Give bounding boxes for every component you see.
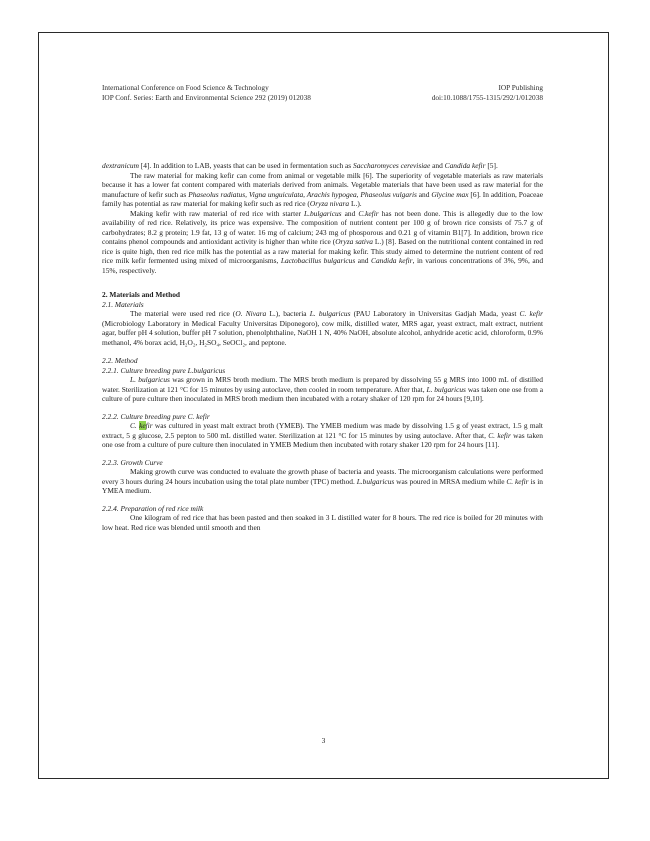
text-run: was taken one ose from a culture of pure culture then inoculated in MRS broth medium then incubated with a rotary shaker of 120 rpm for 24 hours [9,10]. [102,384,543,403]
text-run: The material were used red rice ( [130,309,236,318]
page-body [102,161,543,532]
text-run: Saccharomyces cerevisiae [353,161,431,170]
text-run: was poured in MRSA medium while [394,476,507,486]
paragraph-intro-3 [102,209,543,276]
text-run: [4]. In addition to LAB, yeasts that can be used in fermentation such as [138,161,354,170]
text-run: Making kefir with raw material of red rice with starter [130,208,304,218]
text-run: Oryza sativa [335,237,373,246]
text-run: Glycine max [431,189,469,199]
paragraph-culture-ck [102,421,543,450]
text-run: [5]. [485,161,498,170]
text-run: Lactobacillus bulgaricus [280,256,356,265]
text-run: L. bulgaricus [426,384,466,394]
text-run: Candida kefir [371,256,413,265]
text-run: [6]. In addition, Poaceae family has potential as raw material for making kefir such as red rice ( [102,189,543,208]
text-run: L.bulgaricus [356,476,395,486]
text-run: L. bulgaricus [309,309,351,318]
text-run: Candida kefir [444,161,486,170]
text-run: was cultured in yeast malt extract broth (YMEB). The YMEB medium was made by dissolving 1.5 g of yeast extract, 1.5 g malt extract, 5 g glucose, 2.5 pepton to 500 mL distilled water. Sterilization at 121 °C for 15 minutes by using autoclave. After that, [102,421,543,440]
paragraph-intro-1 [102,161,543,171]
text-run: Oryza nivara [309,199,350,208]
document-page [38,32,609,779]
text-run: is in YMEA medium. [102,476,543,495]
section-heading-materials-method: 2. Materials and Method [102,290,181,299]
paragraph-culture-lb [102,375,543,404]
publisher-name: IOP Publishing [498,83,543,92]
text-run: (PAU Laboratory in Universitas Gadjah Mada, yeast [350,309,520,318]
text-run: C. kefir [519,309,544,318]
text-run: , in various concentrations of 3%, 9%, and 15%, respectively. [102,256,544,275]
doi-text: doi:10.1088/1755-1315/292/1/012038 [431,93,543,102]
text-run: L. bulgaricus [130,375,170,384]
text-run: (Microbiology Laboratory in Medical Faculty Universitas Diponegoro), cow milk, distilled water, MRS agar, yeast extract, malt extract, nutrient agar, buffer pH 4 solution, buffer pH 7 solution, phenolphthaline, NaOH 1 N, 40% NaOH, absolute alcohol, anhydride acetic acid, chloroform, 0.9% methanol, 4% borax acid, H₂O₂, H₂SO₄, SeOCl₂, and peptone. [102,318,543,347]
text-run: C.kefir [358,208,379,218]
text-run: was taken one ose from a culture of pure culture then inoculated in YMEB Medium then incubated with rotary shaker 120 rpm for 24 hours [11]. [102,430,543,449]
running-header [102,83,543,103]
subsubsection-heading-culture-lb: 2.2.1. Culture breeding pure L.bulgaricus [102,365,226,375]
text-run: O. Nivara [235,309,267,318]
text-run: Making growth curve was conducted to evaluate the growth phase of bacteria and yeasts. The microorganism calculations were performed every 3 hours during 24 hours incubation using the total plate number (TPC) method. [102,467,543,486]
paragraph-red-rice-milk: One kilogram of red rice that has been pasted and then soaked in 3 L distilled water for 8 hours. The red rice is boiled for 20 minutes with low heat. Red rice was blended until smooth and then [102,513,543,532]
conference-name: International Conference on Food Science & Technology [102,83,269,92]
text-highlight: ke [139,421,146,430]
text-run: The raw material for making kefir can come from animal or vegetable milk [6]. The superiority of vegetable materials as raw materials because it has a lower fat content compared with materials derived from animals. Vegetable materials that have been used as raw material for the manufacture of kefir such as [102,170,543,199]
subsection-heading-method: 2.2. Method [102,356,138,365]
text-run: C. kefir [506,476,529,486]
subsubsection-heading-growth-curve: 2.2.3. Growth Curve [102,457,163,467]
text-run: L.). [349,199,362,208]
page-number: 3 [321,736,326,745]
text-run: and [416,189,432,199]
text-run: was grown in MRS broth medium. The MRS broth medium is prepared by dissolving 55 g MRS into 1000 mL of distilled water. Sterilization at 121 °C for 15 minutes by using autoclave, then cooled in room temperature. After that, [102,375,544,394]
paragraph-materials [102,309,543,347]
text-run: has not been done. This is allegedly due to the low availability of red rice. Relatively, its price was expensive. The composition of nutrient content per 100 g of brown rice consists of 75.7 g of carbohydrates; 8.2 g protein; 1.9 fat, 13 g of water. 16 mg of calcium; 243 mg of phosporous and 0.21 g of vitamin B1[7]. In addition, brown rice contains phenol compounds and antioxidant activity is higher than white rice ( [102,208,544,246]
text-run: L.bulgaricus [303,208,342,218]
text-run: dextranicum [102,161,139,170]
text-run: L.), bacteria [266,309,310,318]
paragraph-intro-2 [102,171,543,209]
paragraph-growth-curve [102,467,543,496]
series-citation: IOP Conf. Series: Earth and Environmental Science 292 (2019) 012038 [102,93,311,102]
text-run: and [430,161,445,170]
text-run: fir [145,421,153,430]
text-run: Phaseolus radiatus, Vigna unguiculata, Arachis hypogea, Phaseolus vulgaris [188,189,417,199]
subsection-heading-materials: 2.1. Materials [102,299,144,309]
text-run: C. kefir [488,430,511,440]
text-run: L.) [8]. Based on the nutritional content contained in red rice is quite high, then red rice milk has the potential as a raw material for making kefir. This study aimed to determine the nutrient content of red rice milk kefir fermented using mixed of microorganisms, [102,237,543,265]
text-run: and [341,208,359,218]
text-run: and [355,256,372,265]
text-run: C. [130,421,140,430]
subsubsection-heading-red-rice-milk: 2.2.4. Preparation of red rice milk [102,503,204,513]
subsubsection-heading-culture-ck: 2.2.2. Culture breeding pure C. kefir [102,411,210,421]
